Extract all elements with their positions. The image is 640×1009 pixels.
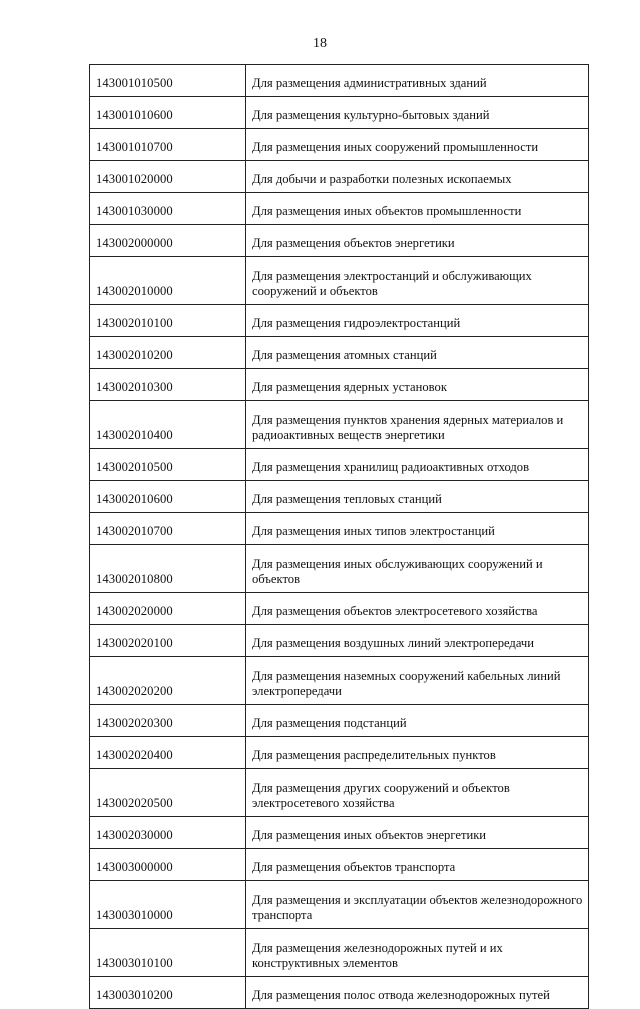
table-row	[90, 849, 589, 881]
code-cell: 143002020300	[90, 705, 246, 737]
code-cell: 143001010600	[90, 97, 246, 129]
code-cell: 143002010500	[90, 449, 246, 481]
code-cell: 143003010200	[90, 977, 246, 1009]
page-number: 18	[313, 36, 327, 51]
table-row	[90, 769, 589, 817]
description-cell: Для размещения иных сооружений промышленности	[246, 129, 589, 161]
code-cell: 143002010700	[90, 513, 246, 545]
code-cell: 143003010100	[90, 929, 246, 977]
table-row	[90, 193, 589, 225]
table-row	[90, 513, 589, 545]
table-row	[90, 401, 589, 449]
description-cell: Для размещения электростанций и обслуживающих сооружений и объектов	[246, 257, 589, 305]
description-cell: Для размещения полос отвода железнодорожных путей	[246, 977, 589, 1009]
description-cell: Для размещения культурно-бытовых зданий	[246, 97, 589, 129]
code-cell: 143002010200	[90, 337, 246, 369]
table-row	[90, 737, 589, 769]
description-cell: Для размещения объектов электросетевого хозяйства	[246, 593, 589, 625]
description-cell: Для размещения иных обслуживающих сооружений и объектов	[246, 545, 589, 593]
code-cell: 143002010400	[90, 401, 246, 449]
code-cell: 143001010700	[90, 129, 246, 161]
description-cell: Для размещения административных зданий	[246, 65, 589, 97]
description-cell: Для размещения иных типов электростанций	[246, 513, 589, 545]
description-cell: Для размещения тепловых станций	[246, 481, 589, 513]
code-cell: 143002030000	[90, 817, 246, 849]
description-cell: Для размещения железнодорожных путей и их конструктивных элементов	[246, 929, 589, 977]
table-row	[90, 481, 589, 513]
description-cell: Для размещения гидроэлектростанций	[246, 305, 589, 337]
table-row	[90, 657, 589, 705]
table-row	[90, 129, 589, 161]
description-cell: Для размещения ядерных установок	[246, 369, 589, 401]
description-cell: Для размещения атомных станций	[246, 337, 589, 369]
table-row	[90, 305, 589, 337]
description-cell: Для размещения объектов транспорта	[246, 849, 589, 881]
description-cell: Для размещения иных объектов промышленности	[246, 193, 589, 225]
description-cell: Для размещения других сооружений и объектов электросетевого хозяйства	[246, 769, 589, 817]
code-cell: 143001020000	[90, 161, 246, 193]
description-cell: Для размещения хранилищ радиоактивных отходов	[246, 449, 589, 481]
description-cell: Для размещения пунктов хранения ядерных материалов и радиоактивных веществ энергетики	[246, 401, 589, 449]
code-cell: 143002010300	[90, 369, 246, 401]
land-use-codes-table	[89, 64, 589, 1009]
code-cell: 143002010000	[90, 257, 246, 305]
table-row	[90, 65, 589, 97]
table-row	[90, 369, 589, 401]
description-cell: Для добычи и разработки полезных ископаемых	[246, 161, 589, 193]
code-cell: 143001030000	[90, 193, 246, 225]
code-cell: 143002020500	[90, 769, 246, 817]
code-cell: 143001010500	[90, 65, 246, 97]
table-row	[90, 625, 589, 657]
code-cell: 143002010600	[90, 481, 246, 513]
code-cell: 143002020400	[90, 737, 246, 769]
code-cell: 143003010000	[90, 881, 246, 929]
code-cell: 143002020100	[90, 625, 246, 657]
table-row	[90, 161, 589, 193]
description-cell: Для размещения иных объектов энергетики	[246, 817, 589, 849]
code-cell: 143002000000	[90, 225, 246, 257]
description-cell: Для размещения распределительных пунктов	[246, 737, 589, 769]
table-row	[90, 977, 589, 1009]
table-row	[90, 929, 589, 977]
table-row	[90, 337, 589, 369]
description-cell: Для размещения объектов энергетики	[246, 225, 589, 257]
code-cell: 143002010100	[90, 305, 246, 337]
description-cell: Для размещения воздушных линий электропередачи	[246, 625, 589, 657]
table-row	[90, 817, 589, 849]
table-row	[90, 97, 589, 129]
description-cell: Для размещения подстанций	[246, 705, 589, 737]
code-cell: 143002020200	[90, 657, 246, 705]
table-row	[90, 449, 589, 481]
description-cell: Для размещения и эксплуатации объектов железнодорожного транспорта	[246, 881, 589, 929]
table-row	[90, 593, 589, 625]
code-cell: 143002020000	[90, 593, 246, 625]
table-row	[90, 225, 589, 257]
table-row	[90, 705, 589, 737]
code-cell: 143003000000	[90, 849, 246, 881]
description-cell: Для размещения наземных сооружений кабельных линий электропередачи	[246, 657, 589, 705]
code-cell: 143002010800	[90, 545, 246, 593]
table-row	[90, 257, 589, 305]
table-row	[90, 545, 589, 593]
